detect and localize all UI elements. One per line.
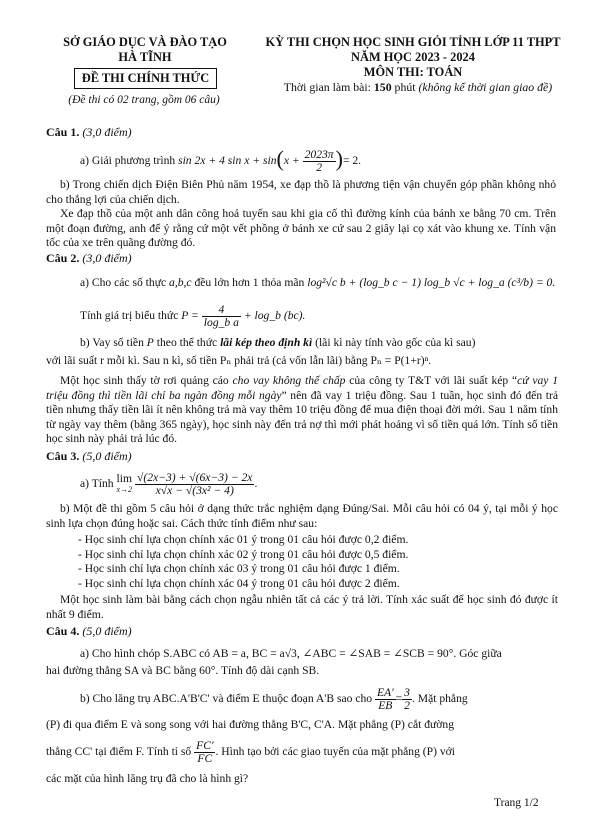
q2-expr-fraction: $\frac{4}{\text{log\_b a}}$ — [203, 302, 239, 329]
q2b-p2: Một học sinh thấy tờ rơi quảng cáo cho vay không thế chấp của công ty T&T với lãi suất kép “cứ vay 1 triệu đồng thì tiền lãi chỉ ba ngàn đồng mỗi ngày” nên đã vay 1 triệu đồng. Sau 1 tuần, học sinh đó đến trả tiền nhưng thấy tiền lãi ít nên không trả mà vay thêm 10 triệu đồng để mua điện thoại đời mới. Sau 1 năm tính từ ngày vay thêm (bằng 365 ngày), học sinh này đến trả nợ thì mới phát hoảng vì số tiền quá lớn. Tính số tiền học sinh này phải trả lúc đó. — [46, 374, 559, 446]
q4b-fraction-3-2: $\frac{3}{2}$ — [404, 685, 410, 712]
province-name: HÀ TĨNH — [118, 50, 172, 64]
q2a-equation: log²√c b + (log_b c − 1) log_b √c + log_a (c³/b) = 0. — [307, 276, 556, 289]
rule-item: - Học sinh chỉ lựa chọn chính xác 02 ý trong 01 câu hỏi được 0,5 điểm. — [78, 547, 409, 561]
page-number: Trang 1/2 — [494, 797, 539, 809]
q4b-line4: các mặt của hình lăng trụ đã cho là hình gì? — [46, 772, 249, 785]
official-exam-box: ĐỀ THI CHÍNH THỨC — [74, 68, 217, 89]
rule-item: - Học sinh chỉ lựa chọn chính xác 04 ý trong 01 câu hỏi được 2 điểm. — [78, 576, 400, 590]
header-left — [40, 35, 250, 65]
time-allowed: Thời gian làm bài: 150 phút (không kể thời gian giao đề) — [283, 80, 553, 94]
q2a: a) Cho các số thực a,b,c đều lớn hơn 1 thỏa mãn log²√c b + (log_b c − 1) log_b √c + log_a (c³/b) = 0. — [80, 276, 556, 289]
rule-item: - Học sinh chỉ lựa chọn chính xác 01 ý trong 01 câu hỏi được 0,2 điểm. — [78, 533, 409, 546]
q4b-fraction-fc: $\frac{FC'}{FC}$ — [196, 738, 214, 765]
q3a-limit: lim x→2 — [116, 472, 133, 495]
q3a: a) Tính lim x→2 $\frac{√(2x-3) + √(6x-3) - 2x}{\text{x√x − √(3x² − 4)}}$ . — [80, 470, 258, 497]
rule-item: - Học sinh chỉ lựa chọn chính xác 03 ý trong 01 câu hỏi được 1 điểm. — [78, 562, 400, 576]
q1-heading: Câu 1. (3,0 điểm) — [46, 125, 132, 139]
q3b-rules — [78, 533, 558, 591]
q4a — [46, 645, 558, 679]
q1b-p2: Xe đạp thồ của một anh dân công hoả tuyến sau khi gia cố thì đường kính của bánh xe bằng 70 cm. Trên một đoạn đường, anh để ý rằng cứ một vết phồng ở bánh xe cứ sau 2 giây lại cọ xát vào khung xe. Tính vận tốc của xe trên quãng đường đó. — [46, 207, 556, 250]
q1b-p1: b) Trong chiến dịch Điện Biên Phủ năm 1954, xe đạp thồ là phương tiện vận chuyển góp phần không nhỏ cho thắng lợi của chiến dịch. — [46, 178, 556, 206]
q3-heading: Câu 3. (5,0 điểm) — [46, 449, 132, 463]
q4a-line1: a) Cho hình chóp S.ABC có AB = a, BC = a√3, ∠ABC = ∠SAB = ∠SCB = 90°. Góc giữa — [80, 647, 502, 660]
q4b-line3: thẳng CC' tại điểm F. Tính tỉ số $\frac{FC'}{FC}$ . Hình tạo bởi các giao tuyến của mặt phẳng (P) với — [46, 738, 456, 765]
q4b-line2: (P) đi qua điểm E và song song với hai đường thẳng B'C, C'A. Mặt phẳng (P) cắt đường — [46, 718, 455, 731]
q2-heading: Câu 2. (3,0 điểm) — [46, 251, 132, 265]
q4-heading: Câu 4. (5,0 điểm) — [46, 624, 132, 638]
q3b-p2: Một học sinh làm bài bằng cách chọn ngẫu nhiên tất cả các ý trả lời. Tính xác suất để học sinh đó được ít nhất 9 điểm. — [46, 593, 558, 621]
q2-expression: Tính giá trị biểu thức P = $\frac{4}{\text{log\_b a}}$ + log_b (bc). — [80, 302, 306, 329]
subject: MÔN THI: TOÁN — [363, 65, 463, 79]
header-right — [258, 35, 568, 80]
exam-title: KỲ THI CHỌN HỌC SINH GIỎI TỈNH LỚP 11 THPT — [265, 35, 561, 49]
q2b-line1: b) Vay số tiền P theo thể thức lãi kép theo định kì (lãi kì này tính vào gốc của kì sau) — [80, 336, 476, 349]
q4b-line1: b) Cho lăng trụ ABC.A'B'C' và điểm E thuộc đoạn A'B sao cho $\frac{EA'}{EB}$ = $\frac{3}{2}$ . Mặt phẳng — [80, 685, 468, 712]
department-name: SỞ GIÁO DỤC VÀ ĐÀO TẠO — [63, 35, 227, 49]
school-year: NĂM HỌC 2023 - 2024 — [351, 50, 475, 64]
q3b-p1: b) Một đề thi gồm 5 câu hỏi ở dạng thức trắc nghiệm dạng Đúng/Sai. Mỗi câu hỏi có 04 ý, tại mỗi ý học sinh lựa chọn đúng hoặc sai. Cách thức tính điểm như sau: — [46, 502, 558, 530]
q3a-fraction: $\frac{√(2x-3) + √(6x-3) - 2x}{\text{x√x − √(3x² − 4)}}$ — [136, 470, 253, 497]
pages-note: (Đề thi có 02 trang, gồm 06 câu) — [68, 94, 220, 106]
q1a-fraction: $\frac{2023\pi}{2}$ — [304, 147, 334, 174]
q2b-line2: với lãi suất r mỗi kì. Sau n kì, số tiền Pₙ phải trả (cả vốn lẫn lãi) bằng Pₙ = P(1+r)ⁿ. — [46, 353, 432, 367]
q2b — [46, 336, 558, 368]
q1a: a) Giải phương trình sin 2x + 4 sin x + sin(x + $\frac{2023\pi}{2}$ )= 2. — [80, 146, 362, 174]
q4b-fraction-ea-eb: $\frac{EA'}{EB}$ — [376, 685, 394, 712]
q4a-line2: hai đường thẳng SA và BC bằng 60°. Tính độ dài cạnh SB. — [46, 664, 320, 677]
